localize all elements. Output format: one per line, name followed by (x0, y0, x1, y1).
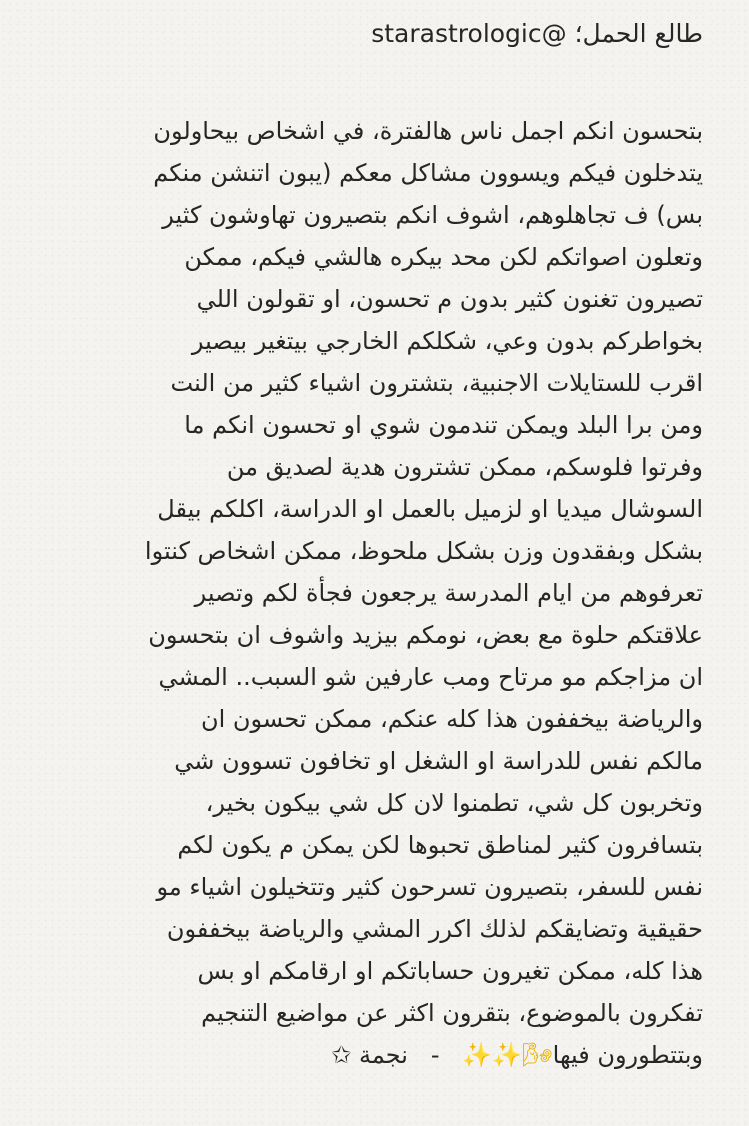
body-line: وفرتوا فلوسكم، ممكن تشترون هدية لصديق من (226, 453, 703, 481)
body-line: بس) ف تجاهلوهم، اشوف انكم بتصيرون تهاوشون كثير (162, 201, 703, 229)
body-line: وتعلون اصواتكم لكن محد بيكره هالشي فيكم، ممكن (184, 243, 703, 271)
body-line: وتخربون كل شي، تطمنوا لان كل شي بيكون بخير، (205, 789, 703, 817)
body-line: هذا كله، ممكن تغيرون حساباتكم او ارقامكم او بس (197, 957, 703, 985)
body-line: تصيرون تغنون كثير بدون م تحسون، او تقولون اللي (196, 285, 703, 313)
separator-dash: - (430, 1041, 440, 1069)
body-line: والرياضة بيخففون هذا كله عنكم، ممكن تحسون ان (200, 705, 703, 733)
body-line: ان مزاجكم مو مرتاح ومب عارفين شو السبب.. المشي (158, 663, 703, 691)
body-line: علاقتكم حلوة مع بعض، نومكم بيزيد واشوف ان بتحسون (148, 621, 703, 649)
body-line: بشكل وبفقدون وزن بشكل ملحوظ، ممكن اشخاص كنتوا (144, 537, 703, 565)
body-line: مالكم نفس للدراسة او الشغل او تخافون تسوون شي (174, 747, 703, 775)
body-line: تفكرون بالموضوع، بتقرون اكثر عن مواضيع التنجيم (201, 999, 703, 1027)
note-title: طالع الحمل؛ @starastrologic (371, 19, 703, 48)
signature-line (40, 1034, 703, 1076)
body-line: بخواطركم بدون وعي، شكلكم الخارجي بيتغير بيصير (191, 327, 703, 355)
body-line: ومن برا البلد ويمكن تندمون شوي او تحسون انكم ما (184, 411, 703, 439)
body-line: يتدخلون فيكم ويسوون مشاكل معكم (يبون اتنشن منكم (153, 159, 703, 187)
signature: نجمة ✩ (331, 1041, 408, 1069)
note-body (40, 110, 703, 1076)
body-line: تعرفوهم من ايام المدرسة يرجعون فجأة لكم وتصير (194, 579, 703, 607)
sparkles-emoji: 🌬✨✨ (462, 1041, 553, 1069)
body-line: بتحسون انكم اجمل ناس هالفترة، في اشخاص بيحاولون (153, 117, 703, 145)
blank-line (40, 54, 703, 110)
body-line: بتسافرون كثير لمناطق تحبوها لكن يمكن م يكون لكم (177, 831, 703, 859)
body-line: السوشال ميديا او لزميل بالعمل او الدراسة، اكلكم بيقل (157, 495, 703, 523)
closing-text: وبتتطورون فيها (552, 1041, 703, 1069)
body-line: حقيقية وتضايقكم لذلك اكرر المشي والرياضة بيخففون (166, 915, 703, 943)
body-line: نفس للسفر، بتصيرون تسرحون كثير وتتخيلون اشياء مو (156, 873, 703, 901)
body-line: اقرب للستايلات الاجنبية، بتشترون اشياء كثير من النت (170, 369, 703, 397)
